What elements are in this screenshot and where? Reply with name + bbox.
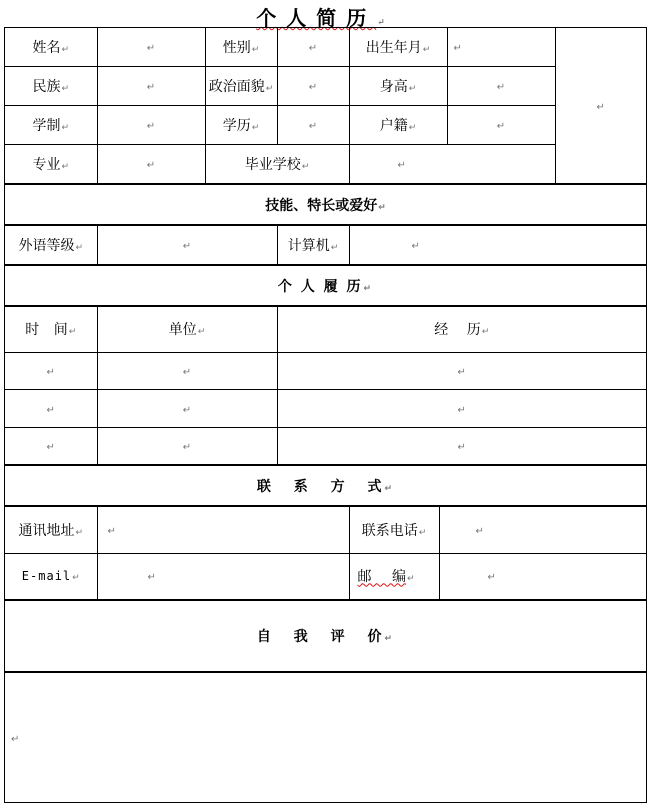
history-experience-cell[interactable]: ↵ [277,352,646,390]
history-col-time: 时 间↵ [5,307,97,352]
history-time-cell[interactable]: ↵ [5,352,97,390]
email-value[interactable]: ↵ [97,553,349,599]
computer-label: 计算机↵ [277,226,349,264]
foreign-language-value[interactable]: ↵ [97,226,277,264]
name-value[interactable]: ↵ [97,28,205,66]
history-col-experience: 经 历↵ [277,307,646,352]
table-row [5,352,646,390]
history-time-cell[interactable]: ↵ [5,427,97,464]
table-row [5,390,646,428]
height-value[interactable]: ↵ [447,66,555,105]
birth-value[interactable]: ↵ [447,28,555,66]
self-eval-text-area[interactable]: ↵ [11,733,20,745]
gender-label: 性别↵ [205,28,277,66]
history-unit-cell[interactable]: ↵ [97,390,277,428]
address-label: 通讯地址↵ [5,507,97,553]
self-eval-heading: 自 我 评 价↵ [256,629,395,645]
hukou-label: 户籍↵ [349,105,447,144]
history-heading: 个 人 履 历↵ [277,278,374,295]
self-eval-content[interactable] [4,672,647,803]
major-value[interactable]: ↵ [97,145,205,183]
address-value[interactable]: ↵ [97,507,349,553]
school-label: 毕业学校↵ [205,145,349,183]
gender-value[interactable]: ↵ [277,28,349,66]
history-heading-row [4,265,647,306]
ethnicity-label: 民族↵ [5,66,97,105]
history-table [4,306,647,465]
history-unit-cell[interactable]: ↵ [97,352,277,390]
history-experience-cell[interactable]: ↵ [277,390,646,428]
contact-heading: 联 系 方 式↵ [256,478,395,495]
schooling-value[interactable]: ↵ [97,105,205,144]
ethnicity-value[interactable]: ↵ [97,66,205,105]
history-col-unit: 单位↵ [97,307,277,352]
schooling-label: 学制↵ [5,105,97,144]
school-value[interactable]: ↵ [349,145,555,183]
political-label: 政治面貌↵ [205,66,277,105]
page-title: 个人简历↵ [256,6,395,30]
foreign-language-label: 外语等级↵ [5,226,97,264]
height-label: 身高↵ [349,66,447,105]
major-label: 专业↵ [5,145,97,183]
phone-value[interactable]: ↵ [439,507,646,553]
skills-table [4,225,647,265]
contact-heading-row [4,465,647,506]
phone-label: 联系电话↵ [349,507,439,553]
birth-label: 出生年月↵ [349,28,447,66]
computer-value[interactable]: ↵ [349,226,646,264]
history-experience-cell[interactable]: ↵ [277,427,646,464]
history-time-cell[interactable]: ↵ [5,390,97,428]
contact-table [4,506,647,600]
hukou-value[interactable]: ↵ [447,105,555,144]
history-unit-cell[interactable]: ↵ [97,427,277,464]
skills-heading: 技能、特长或爱好↵ [265,197,386,214]
email-label: E-mail↵ [5,553,97,599]
photo-cell[interactable]: ↵ [555,28,646,183]
self-eval-heading-row [4,600,647,672]
education-value[interactable]: ↵ [277,105,349,144]
postcode-value[interactable]: ↵ [439,553,646,599]
name-label: 姓名↵ [5,28,97,66]
postcode-label: 邮 编↵ [349,553,439,599]
education-label: 学历↵ [205,105,277,144]
political-value[interactable]: ↵ [277,66,349,105]
basic-info-table [4,27,647,184]
table-row [5,427,646,464]
skills-heading-row [4,184,647,225]
